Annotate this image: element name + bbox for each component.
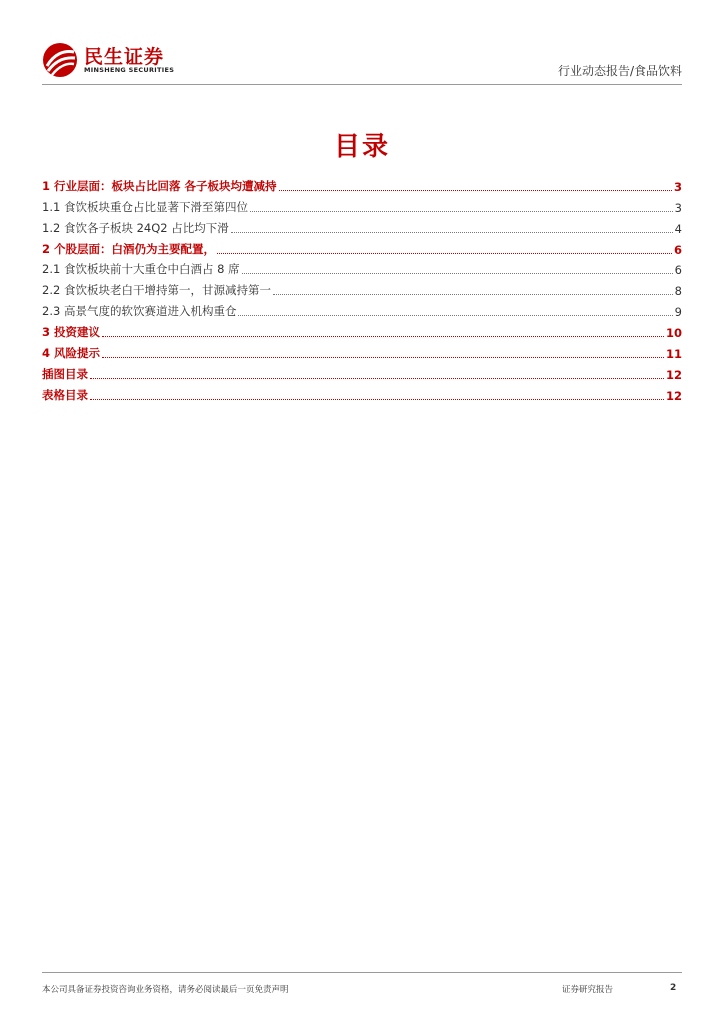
toc-dot-leader <box>217 253 672 254</box>
toc-entry-text: 插图目录 <box>42 366 88 381</box>
toc-dot-leader <box>279 190 672 191</box>
toc-entry-page: 3 <box>673 179 682 194</box>
toc-entry-page: 10 <box>665 326 682 341</box>
toc-dot-leader <box>90 378 664 379</box>
header-divider <box>42 84 682 85</box>
toc-dot-leader <box>238 315 672 316</box>
toc-entry-page: 3 <box>674 200 682 215</box>
minsheng-logo <box>42 40 242 80</box>
toc-dot-leader <box>273 294 673 295</box>
toc-entry[interactable] <box>42 299 682 320</box>
footer-disclaimer: 本公司具备证券投资咨询业务资格，请务必阅读最后一页免责声明 <box>42 985 289 995</box>
toc-dot-leader <box>242 273 673 274</box>
toc-entry-page: 12 <box>665 367 682 382</box>
toc-entry-page: 8 <box>674 284 682 299</box>
toc-entry[interactable] <box>42 258 682 279</box>
toc-entry-page: 9 <box>674 305 682 320</box>
page-header <box>42 40 682 84</box>
logo-chinese-name: 民生证券 <box>84 46 165 68</box>
toc-entry-page: 4 <box>674 221 682 236</box>
toc-entry-text: 2.3 高景气度的软饮赛道进入机构重仓 <box>42 304 237 319</box>
toc-dot-leader <box>250 211 673 212</box>
toc-entry-page: 11 <box>665 347 682 362</box>
toc-entry-page: 12 <box>665 388 682 403</box>
toc-dot-leader <box>231 232 673 233</box>
footer-report-type: 证券研究报告 <box>562 985 614 995</box>
logo-english-name: MINSHENG SECURITIES <box>84 66 175 74</box>
toc-entry-text: 1.1 食饮板块重仓占比显著下滑至第四位 <box>42 199 248 214</box>
toc-entry-text: 3 投资建议 <box>42 325 101 340</box>
toc-entry-text: 2 个股层面：白酒仍为主要配置， <box>42 241 216 256</box>
toc-dot-leader <box>102 336 664 337</box>
toc-dot-leader <box>102 357 664 358</box>
toc-entry[interactable] <box>42 278 682 299</box>
toc-entry[interactable] <box>42 174 682 195</box>
toc-entry[interactable] <box>42 237 682 258</box>
toc-entry-text: 4 风险提示 <box>42 346 101 361</box>
footer-divider <box>42 972 682 973</box>
minsheng-logo-icon <box>42 42 78 78</box>
toc-entry[interactable] <box>42 320 682 341</box>
toc-entry-text: 表格目录 <box>42 387 88 402</box>
toc-entry[interactable] <box>42 341 682 362</box>
toc-entry[interactable] <box>42 216 682 237</box>
toc-entry-text: 2.1 食饮板块前十大重仓中白酒占 8 席 <box>42 262 240 277</box>
toc-dot-leader <box>90 399 664 400</box>
toc-entry-text: 2.2 食饮板块老白干增持第一，甘源减持第一 <box>42 283 271 298</box>
toc-entry[interactable] <box>42 383 682 404</box>
report-category: 行业动态报告/食品饮料 <box>557 64 682 78</box>
toc-entry[interactable] <box>42 195 682 216</box>
footer-page-number: 2 <box>670 983 677 993</box>
toc-title: 目录 <box>333 132 390 162</box>
table-of-contents <box>42 174 682 404</box>
toc-entry[interactable] <box>42 362 682 383</box>
toc-entry-text: 1.2 食饮各子板块 24Q2 占比均下滑 <box>42 220 229 235</box>
toc-entry-page: 6 <box>673 242 682 257</box>
toc-entry-page: 6 <box>674 263 682 278</box>
toc-entry-text: 1 行业层面：板块占比回落 各子板块均遭减持 <box>42 178 277 193</box>
